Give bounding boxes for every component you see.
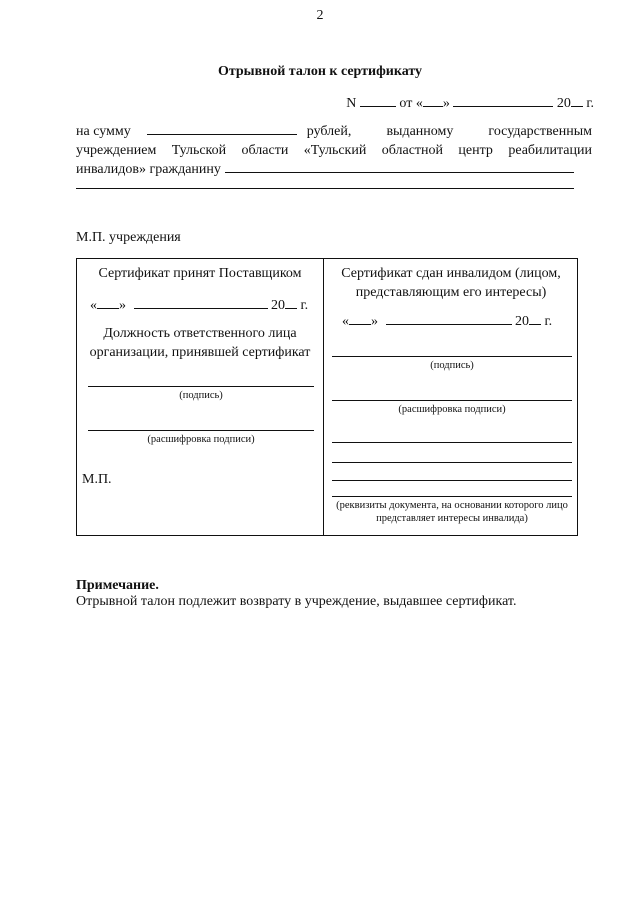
right-signature-line bbox=[332, 356, 572, 357]
left-date-line bbox=[90, 296, 308, 314]
left-decoding-caption: (расшифровка подписи) bbox=[147, 434, 255, 445]
left-signature-line bbox=[88, 386, 314, 387]
right-date-close: » bbox=[371, 314, 378, 329]
right-date-open: « bbox=[342, 314, 349, 329]
right-day-blank bbox=[349, 312, 371, 325]
right-year-blank bbox=[529, 312, 541, 325]
day-blank bbox=[423, 94, 443, 107]
table-divider bbox=[323, 258, 324, 536]
left-mp: М.П. bbox=[82, 472, 112, 487]
right-signature-caption: (подпись) bbox=[430, 360, 474, 371]
sum-label: на сумму bbox=[76, 124, 131, 139]
right-requisites-caption: (реквизиты документа, на основании которого лицо представляет интересы инвалида) bbox=[336, 500, 568, 524]
left-month-blank bbox=[134, 296, 268, 309]
left-position-text: Должность ответственного лица организации, принявшей сертификат bbox=[89, 326, 311, 360]
left-date-open: « bbox=[90, 298, 97, 313]
right-g: г. bbox=[544, 314, 553, 329]
sum-blank bbox=[147, 122, 297, 135]
mp-institution: М.П. учреждения bbox=[76, 230, 181, 245]
left-date-close: » bbox=[119, 298, 126, 313]
n-label: N bbox=[346, 96, 357, 111]
ot-label: от « bbox=[399, 96, 423, 111]
left-g: г. bbox=[300, 298, 309, 313]
citizen-blank-line-2 bbox=[76, 188, 574, 189]
rubles-text: рублей, выданному государственным bbox=[306, 124, 592, 139]
note-title: Примечание. bbox=[76, 578, 159, 593]
body-line-2: учреждением Тульской области «Тульский областной центр реабилитации bbox=[76, 143, 592, 158]
right-month-blank bbox=[386, 312, 512, 325]
body-line-1 bbox=[76, 122, 592, 141]
citizen-blank bbox=[225, 160, 574, 173]
number-blank bbox=[360, 94, 396, 107]
right-decoding-line bbox=[332, 400, 572, 401]
certificate-number-line bbox=[346, 94, 594, 112]
right-requisites-line-2 bbox=[332, 462, 572, 463]
left-day-blank bbox=[97, 296, 119, 309]
left-year: 20 bbox=[271, 298, 285, 313]
right-requisites-line-3 bbox=[332, 480, 572, 481]
left-year-blank bbox=[285, 296, 297, 309]
note-text: Отрывной талон подлежит возврату в учреждение, выдавшее сертификат. bbox=[76, 594, 517, 609]
year-blank bbox=[571, 94, 583, 107]
page-number: 2 bbox=[316, 8, 324, 23]
right-year: 20 bbox=[515, 314, 529, 329]
left-col-title: Сертификат принят Поставщиком bbox=[98, 266, 302, 281]
right-requisites-line-1 bbox=[332, 442, 572, 443]
left-signature-caption: (подпись) bbox=[179, 390, 223, 401]
body-line-3 bbox=[76, 160, 592, 179]
body-paragraph bbox=[76, 122, 592, 179]
quote-close: » bbox=[442, 96, 450, 111]
left-decoding-line bbox=[88, 430, 314, 431]
month-blank bbox=[453, 94, 553, 107]
document-title: Отрывной талон к сертификату bbox=[217, 64, 423, 79]
citizen-label: инвалидов» гражданину bbox=[76, 162, 221, 177]
right-requisites-line-4 bbox=[332, 496, 572, 497]
year-label: 20 bbox=[556, 96, 571, 111]
g-label: г. bbox=[586, 96, 594, 111]
right-date-line bbox=[342, 312, 552, 330]
right-col-title: Сертификат сдан инвалидом (лицом, представляющим его интересы) bbox=[341, 266, 561, 300]
right-decoding-caption: (расшифровка подписи) bbox=[398, 404, 506, 415]
